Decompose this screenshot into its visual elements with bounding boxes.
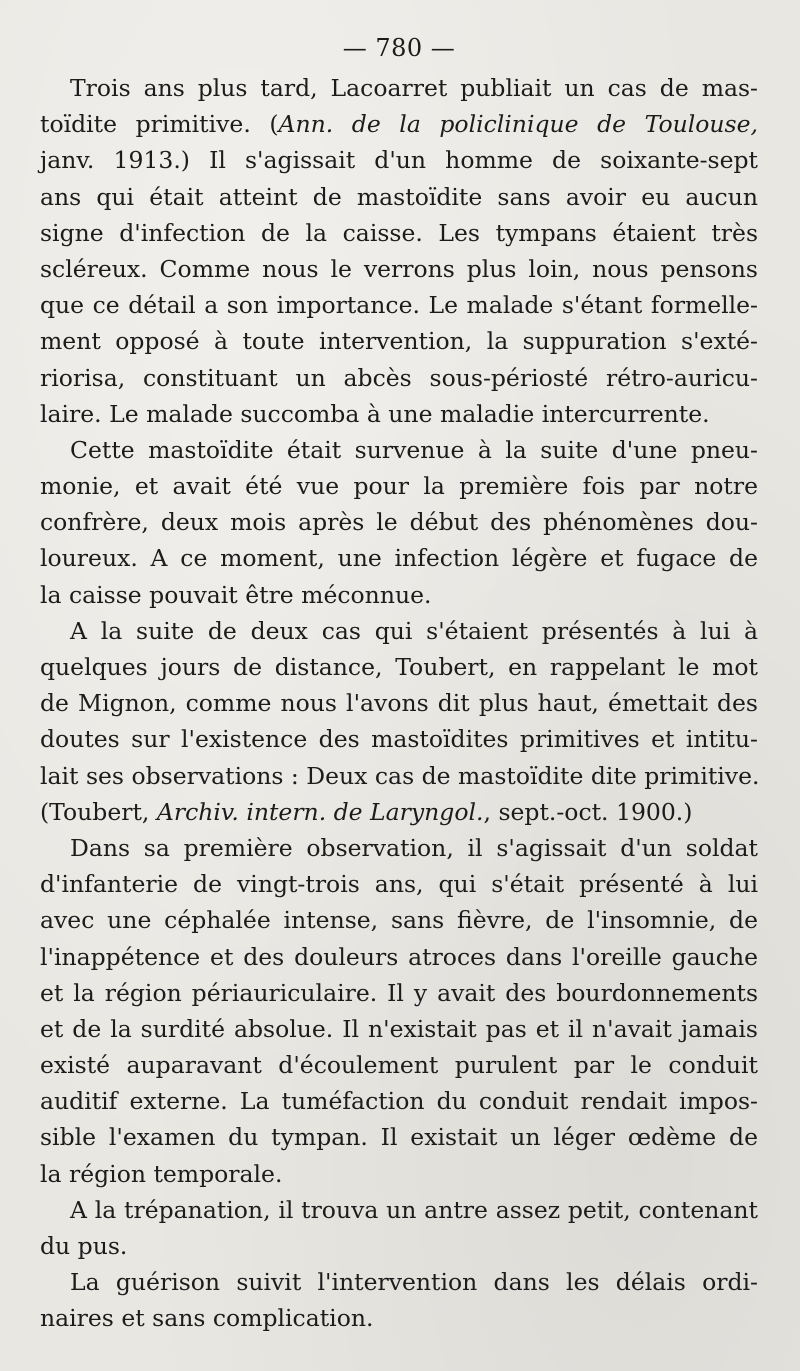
text-line: et la région périauriculaire. Il y avait des bourdonnements — [40, 978, 758, 1007]
text-line: la caisse pouvait être méconnue. — [40, 580, 432, 609]
text-line: quelques jours de distance, Toubert, en rappelant le mot — [40, 653, 758, 681]
text-line: Trois ans plus tard, Lacoarret publiait un cas de mas- — [70, 74, 758, 102]
text-line: auditif externe. La tuméfaction du conduit rendait impos- — [40, 1087, 758, 1116]
text-line: lait ses observations : Deux cas de mastoïdite dite primitive. — [40, 761, 760, 790]
text-line: riorisa, constituant un abcès sous-périosté rétro-auricu- — [40, 363, 758, 392]
text-line: du pus. — [40, 1232, 128, 1260]
text-line: A la trépanation, il trouva un antre assez petit, contenant — [70, 1195, 758, 1224]
text-segment: , sept.-oct. 1900.) — [483, 797, 693, 826]
text-line: naires et sans complication. — [40, 1304, 374, 1333]
text-line: confrère, deux mois après le début des phénomènes dou- — [40, 508, 758, 537]
text-line: janv. 1913.) Il s'agissait d'un homme de soixante-sept — [40, 146, 758, 175]
text-segment: toïdite primitive. ( — [40, 110, 279, 139]
text-line: et de la surdité absolue. Il n'existait pas et il n'avait jamais — [40, 1014, 758, 1043]
text-segment: (Toubert, — [40, 797, 157, 826]
text-line: ans qui était atteint de mastoïdite sans avoir eu aucun — [40, 182, 758, 211]
italic-citation: Ann. de la policlinique de Toulouse, — [278, 110, 758, 139]
text-line: la région temporale. — [40, 1159, 283, 1188]
text-line: Cette mastoïdite était survenue à la suite d'une pneu- — [70, 435, 758, 464]
text-line: A la suite de deux cas qui s'étaient présentés à lui à — [70, 616, 758, 645]
text-line: sible l'examen du tympan. Il existait un léger œdème de — [40, 1123, 758, 1152]
text-line: existé auparavant d'écoulement purulent par le conduit — [40, 1051, 758, 1080]
text-line: scléreux. Comme nous le verrons plus loin, nous pensons — [40, 254, 758, 283]
text-line: La guérison suivit l'intervention dans les délais ordi- — [70, 1268, 758, 1297]
text-line: que ce détail a son importance. Le malade s'étant formelle- — [40, 291, 758, 320]
page-number: — 780 — — [342, 34, 456, 62]
text-line: l'inappétence et des douleurs atroces dans l'oreille gauche — [40, 942, 758, 971]
text-line: loureux. A ce moment, une infection légère et fugace de — [40, 544, 758, 573]
text-line: signe d'infection de la caisse. Les tympans étaient très — [40, 218, 758, 247]
text-line: monie, et avait été vue pour la première fois par notre — [40, 472, 758, 501]
text-line: ment opposé à toute intervention, la suppuration s'exté- — [40, 327, 758, 356]
body-text — [40, 70, 758, 1337]
italic-citation: Archiv. intern. de Laryngol. — [156, 797, 484, 826]
text-line: laire. Le malade succomba à une maladie intercurrente. — [40, 399, 710, 428]
text-line: doutes sur l'existence des mastoïdites primitives et intitu- — [40, 725, 758, 754]
text-line: de Mignon, comme nous l'avons dit plus haut, émettait des — [40, 689, 758, 718]
text-line — [40, 106, 758, 142]
text-line: avec une céphalée intense, sans fièvre, de l'insomnie, de — [40, 906, 758, 935]
text-line: Dans sa première observation, il s'agissait d'un soldat — [70, 833, 758, 862]
text-line — [40, 794, 758, 830]
text-line: d'infanterie de vingt-trois ans, qui s'était présenté à lui — [40, 870, 758, 899]
